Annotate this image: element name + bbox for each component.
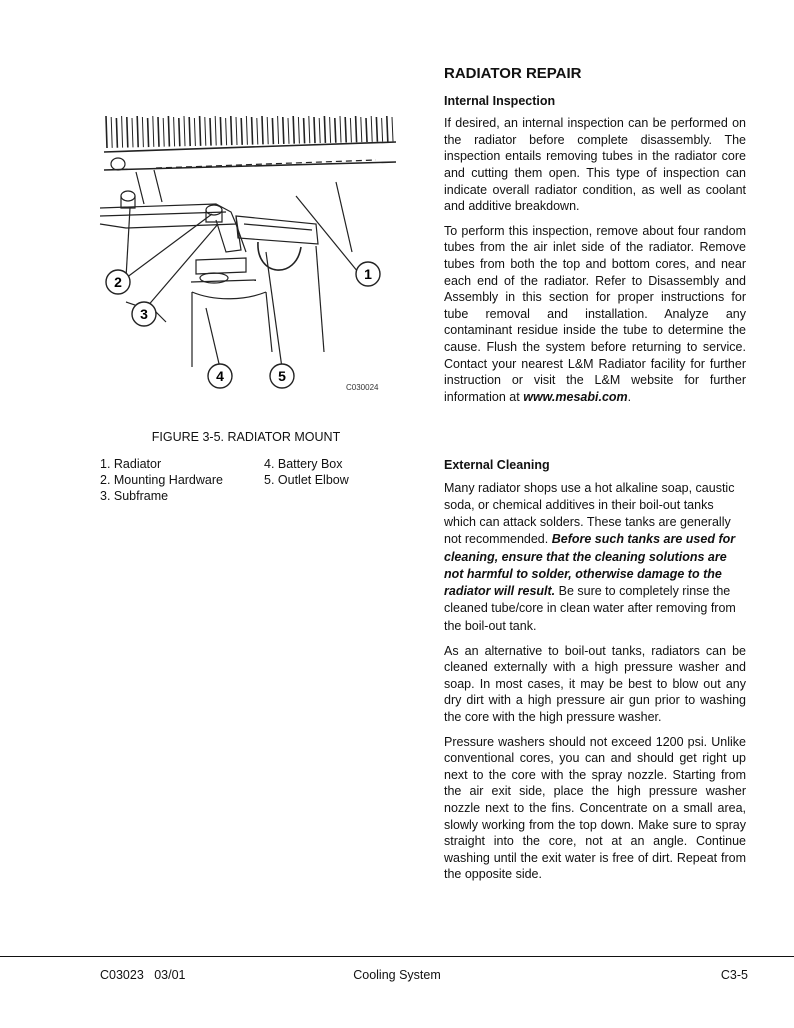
external-paragraph-3: Pressure washers should not exceed 1200 psi. Unlike conventional cores, you can and should get right up next to the core with the spray nozzle. Starting from the air exit side, place the high pressure washer nozzle next to the fins. Concentrate on a small area, slowly working from the top down. Make sure to spray straight into the core, not at an angle. Continue washing until the exit water is free of dirt. Repeat from the opposite side. [444, 734, 746, 882]
callout-2 [106, 270, 130, 294]
legend-item: 3. Subframe [100, 489, 169, 503]
figure-caption: FIGURE 3-5. RADIATOR MOUNT [151, 430, 341, 444]
radiator-mount-figure [96, 112, 396, 402]
external-paragraph-2: As an alternative to boil-out tanks, radiators can be cleaned externally with a high pressure washer and soap. In most cases, it may be best to blow out any dry dirt with a high pressure air gun prior to washing the core with the high pressure washer. [444, 643, 746, 725]
footer-divider [0, 956, 794, 957]
external-paragraph-1: Many radiator shops use a hot alkaline soap, caustic soda, or chemical additives in their boil-out tanks which can attack solders. These tanks are generally not recommended. Before such tanks are used for cleaning, ensure that the cleaning solutions are not harmful to solder, otherwise damage to the radiator will result. Be sure to completely rinse the cleaned tube/core in clean water after removing from the boil-out tank. [444, 480, 736, 633]
svg-text:5: 5 [278, 368, 286, 384]
internal-inspection-heading: Internal Inspection [444, 93, 556, 108]
footer-page-number: C3-5 [720, 968, 748, 982]
callout-5 [270, 364, 294, 388]
website-link[interactable]: www.mesabi.com [523, 389, 628, 404]
footer-chapter: Cooling System [353, 968, 441, 982]
text-column [444, 66, 746, 891]
legend-item: 1. Radiator [100, 457, 162, 471]
legend-item: 5. Outlet Elbow [264, 473, 349, 487]
internal-paragraph-2: To perform this inspection, remove about four random tubes from the air inlet side of the radiator. Remove tubes from both the top and bottom cores, and near each end of the radiator. Refer to Disassembly and Assembly in this section for proper instructions for tube removal and installation. Analyze any contaminant residue inside the tube to determine the cause. Flush the system before returning to service. Contact your nearest L&M Radiator facility for further instruction or visit the L&M website for further information at www.mesabi.com. [444, 223, 746, 404]
svg-text:3: 3 [140, 306, 148, 322]
callout-3 [132, 302, 156, 326]
internal-paragraph-1: If desired, an internal inspection can be performed on the radiator before complete disassembly. The inspection entails removing tubes in the radiator core and cutting them open. This type of inspection can indicate overall radiator condition, as well as coolant and additive breakdown. [444, 116, 746, 214]
warning-text: Before such tanks are used for cleaning, ensure that the cleaning solutions are not harmful to solder, otherwise damage to the radiator will result. [444, 532, 736, 599]
callout-1 [356, 262, 380, 286]
section-title: RADIATOR REPAIR [444, 65, 582, 82]
svg-text:4: 4 [216, 368, 224, 384]
svg-text:1: 1 [364, 266, 372, 282]
external-cleaning-heading: External Cleaning [444, 458, 550, 473]
callout-4 [208, 364, 232, 388]
radiator-mount-illustration [96, 112, 396, 402]
footer-doc-code: C03023 03/01 [100, 968, 186, 982]
svg-text:2: 2 [114, 274, 122, 290]
legend-item: 4. Battery Box [264, 457, 343, 471]
bolt [121, 191, 135, 201]
figure-code: C030024 [346, 383, 379, 392]
legend-item: 2. Mounting Hardware [100, 473, 223, 487]
